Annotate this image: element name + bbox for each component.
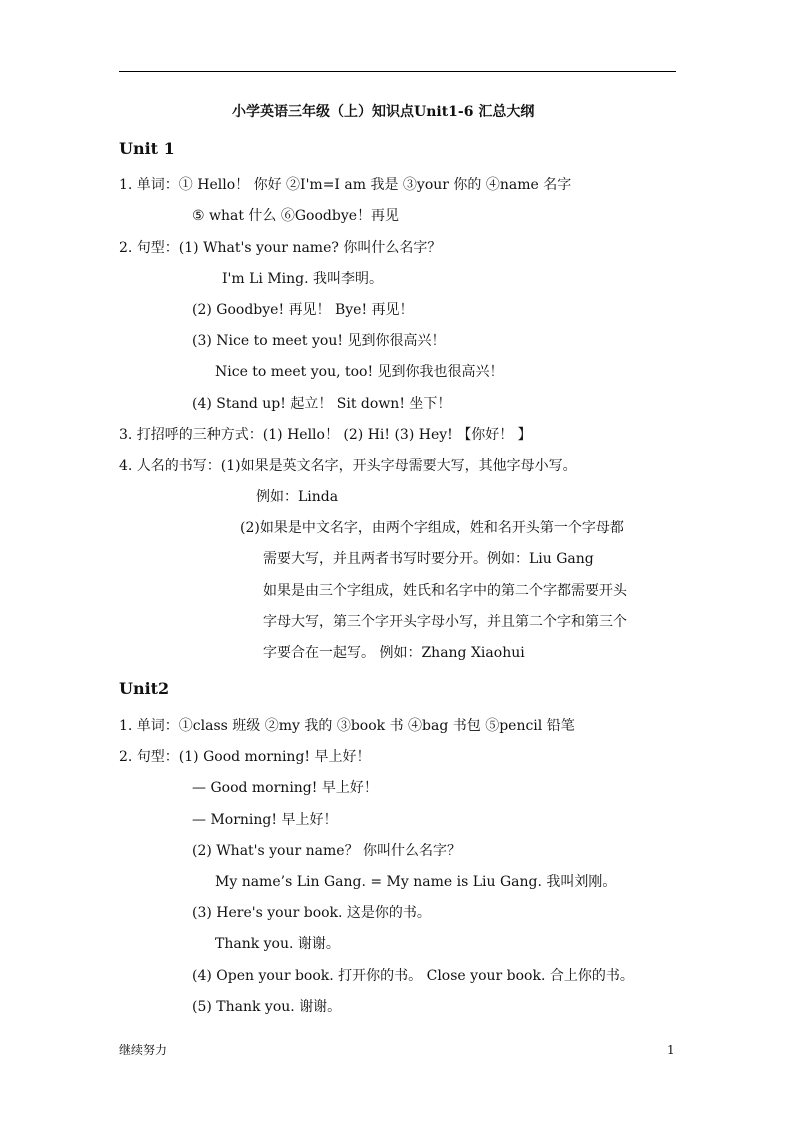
unit1-sentence-4: (4) Stand up! 起立！ Sit down! 坐下！	[192, 396, 452, 412]
unit1-heading: Unit 1	[119, 139, 175, 158]
page-number: 1	[667, 1043, 675, 1057]
unit1-name-rule-1: 4. 人名的书写：(1)如果是英文名字，开头字母需要大写，其他字母小写。	[119, 458, 577, 474]
document-title: 小学英语三年级（上）知识点Unit1-6 汇总大纲	[232, 104, 535, 120]
unit2-sentence-3-answer: Thank you. 谢谢。	[215, 936, 340, 952]
unit2-sentence-2: (2) What's your name？ 你叫什么名字？	[192, 843, 462, 859]
unit1-sentence-1-answer: I'm Li Ming. 我叫李明。	[222, 271, 384, 287]
unit2-heading: Unit2	[119, 679, 170, 698]
unit1-name-example-1: 例如：Linda	[256, 489, 339, 505]
unit2-sentence-1-reply-1: — Good morning! 早上好！	[192, 780, 378, 796]
unit1-name-rule-2: (2)如果是中文名字，由两个字组成，姓和名开头第一个字母都	[240, 520, 624, 536]
unit1-name-rule-3-cont: 字母大写，第三个字开头字母小写，并且第二个字和第三个	[263, 614, 627, 630]
unit2-sentence-5: (5) Thank you. 谢谢。	[192, 999, 342, 1015]
unit2-sentence-1: 2. 句型：(1) Good morning! 早上好！	[119, 749, 371, 765]
unit1-greetings: 3. 打招呼的三种方式：(1) Hello！ (2) Hi! (3) Hey! 【你好！ 】	[119, 427, 532, 443]
unit2-sentence-2-answer: My name’s Lin Gang. = My name is Liu Gang. 我叫刘刚。	[215, 874, 617, 890]
unit1-name-rule-3: 如果是由三个字组成，姓氏和名字中的第二个字都需要开头	[263, 583, 627, 599]
header-rule	[119, 71, 676, 72]
unit1-vocabulary-line-1: 1. 单词：① Hello！ 你好 ②I'm=I am 我是 ③your 你的 ④name 名字	[119, 177, 572, 193]
unit1-name-rule-2-cont: 需要大写，并且两者书写时要分开。例如：Liu Gang	[263, 551, 594, 567]
unit2-sentence-3: (3) Here's your book. 这是你的书。	[192, 905, 431, 921]
unit1-sentence-2: (2) Goodbye! 再见！ Bye! 再见！	[192, 302, 414, 318]
footer-text: 继续努力	[119, 1043, 168, 1057]
unit2-sentence-1-reply-2: — Morning! 早上好！	[192, 812, 338, 828]
unit1-sentence-1: 2. 句型：(1) What's your name? 你叫什么名字？	[119, 240, 442, 256]
unit1-name-example-3: 字要合在一起写。 例如：Zhang Xiaohui	[263, 645, 525, 661]
unit1-sentence-3-answer: Nice to meet you, too! 见到你我也很高兴！	[215, 364, 504, 380]
unit1-sentence-3: (3) Nice to meet you! 见到你很高兴！	[192, 333, 446, 349]
unit2-sentence-4: (4) Open your book. 打开你的书。 Close your book. 合上你的书。	[192, 968, 634, 984]
unit1-vocabulary-line-2: ⑤ what 什么 ⑥Goodbye！再见	[192, 208, 400, 224]
unit2-vocabulary: 1. 单词：①class 班级 ②my 我的 ③book 书 ④bag 书包 ⑤pencil 铅笔	[119, 718, 575, 734]
